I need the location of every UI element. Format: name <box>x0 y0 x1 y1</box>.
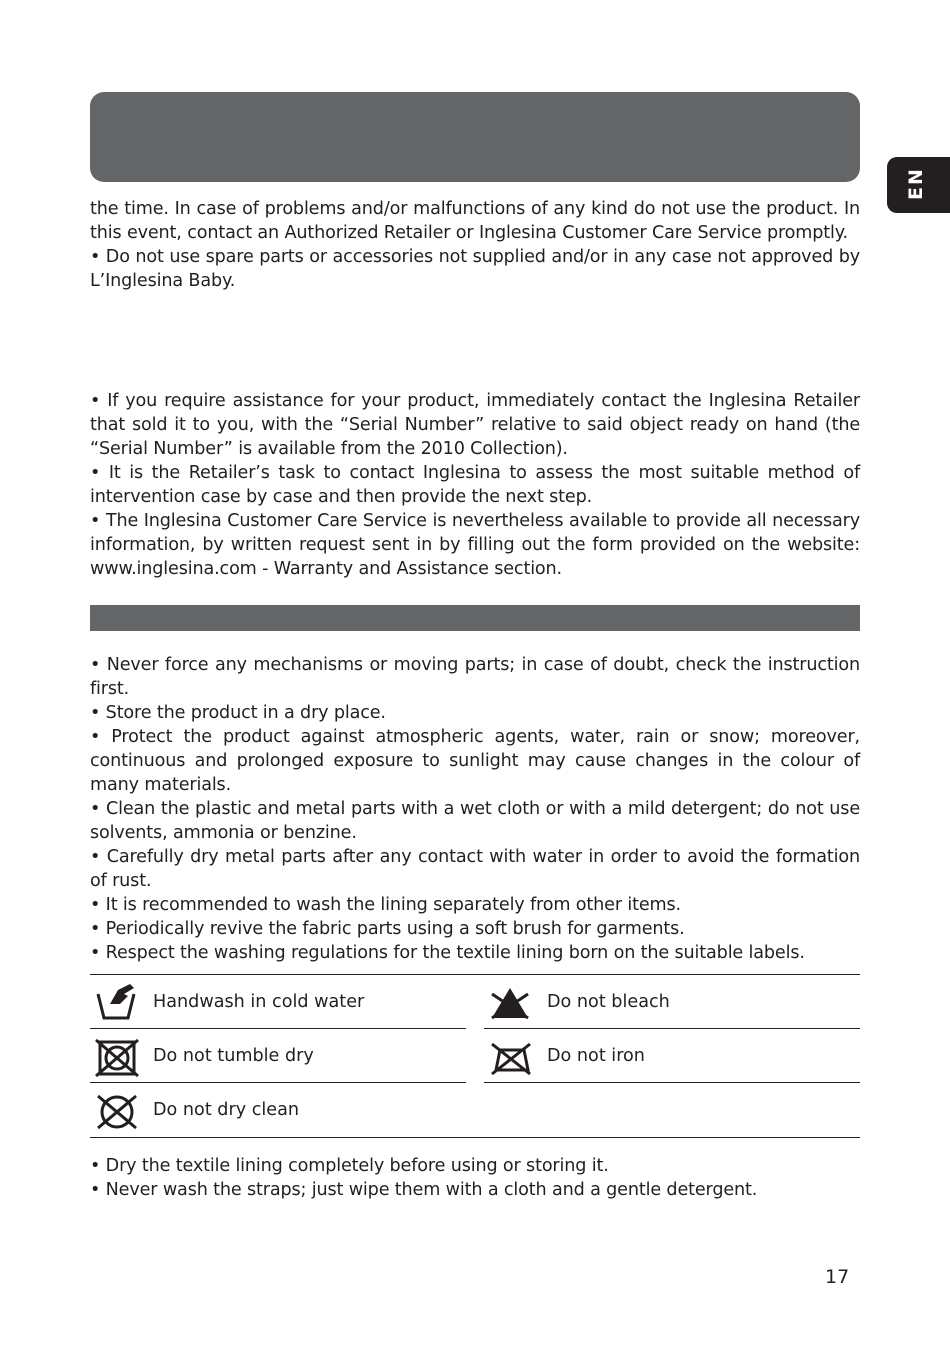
care-label: Do not dry clean <box>153 1100 300 1120</box>
care-symbols-table <box>90 974 860 1138</box>
maintenance-header-bar <box>90 605 860 631</box>
language-tab <box>887 157 950 213</box>
section-header-bar <box>90 92 860 182</box>
paragraph: • It is the Retailer’s task to contact Inglesina to assess the most suitable method of intervention case by case and then provide the next step. <box>90 463 860 507</box>
paragraph: • Respect the washing regulations for the textile lining born on the suitable labels. <box>90 943 805 963</box>
table-rule <box>90 1137 860 1138</box>
paragraph: • Carefully dry metal parts after any contact with water in order to avoid the formation of rust. <box>90 847 860 891</box>
paragraph: • Do not use spare parts or accessories not supplied and/or in any case not approved by L’Inglesina Baby. <box>90 247 860 291</box>
page-number: 17 <box>825 1266 850 1288</box>
care-label: Do not tumble dry <box>153 1046 314 1066</box>
paragraph: • The Inglesina Customer Care Service is nevertheless available to provide all necessary information, by written request sent in by filling out the form provided on the website: www.inglesina.com - Warranty and Assistance section. <box>90 511 860 579</box>
language-tab-label: EN <box>905 167 927 200</box>
paragraph: • Protect the product against atmospheric agents, water, rain or snow; moreover, continuous and prolonged exposure to sunlight may cause changes in the colour of many materials. <box>90 727 860 795</box>
after-table-text <box>90 1154 860 1202</box>
paragraph: the time. In case of problems and/or malfunctions of any kind do not use the product. In this event, contact an Authorized Retailer or Inglesina Customer Care Service promptly. <box>90 199 860 243</box>
no-bleach-icon <box>488 982 534 1026</box>
care-label: Do not bleach <box>547 992 670 1012</box>
care-label: Do not iron <box>547 1046 645 1066</box>
no-iron-icon <box>488 1036 534 1080</box>
maintenance-text <box>90 653 860 965</box>
care-item <box>90 1029 466 1083</box>
care-item <box>90 1083 466 1137</box>
care-item <box>484 975 860 1029</box>
no-dry-clean-icon <box>94 1090 140 1134</box>
paragraph: • Clean the plastic and metal parts with a wet cloth or with a mild detergent; do not use solvents, ammonia or benzine. <box>90 799 860 843</box>
paragraph: • If you require assistance for your product, immediately contact the Inglesina Retailer that sold it to you, with the “Serial Number” relative to said object ready on hand (the “Serial Number” is available from the 2010 Collection). <box>90 391 860 459</box>
handwash-icon <box>94 982 140 1026</box>
care-label: Handwash in cold water <box>153 992 365 1012</box>
paragraph: • Dry the textile lining completely before using or storing it. <box>90 1156 609 1176</box>
continuation-text <box>90 197 860 293</box>
no-tumble-dry-icon <box>94 1036 140 1080</box>
paragraph: • Never wash the straps; just wipe them with a cloth and a gentle detergent. <box>90 1180 758 1200</box>
care-item <box>90 975 466 1029</box>
care-item <box>484 1029 860 1083</box>
paragraph: • Store the product in a dry place. <box>90 703 386 723</box>
paragraph: • It is recommended to wash the lining separately from other items. <box>90 895 681 915</box>
assistance-text <box>90 389 860 581</box>
paragraph: • Never force any mechanisms or moving parts; in case of doubt, check the instruction first. <box>90 655 860 699</box>
paragraph: • Periodically revive the fabric parts using a soft brush for garments. <box>90 919 685 939</box>
